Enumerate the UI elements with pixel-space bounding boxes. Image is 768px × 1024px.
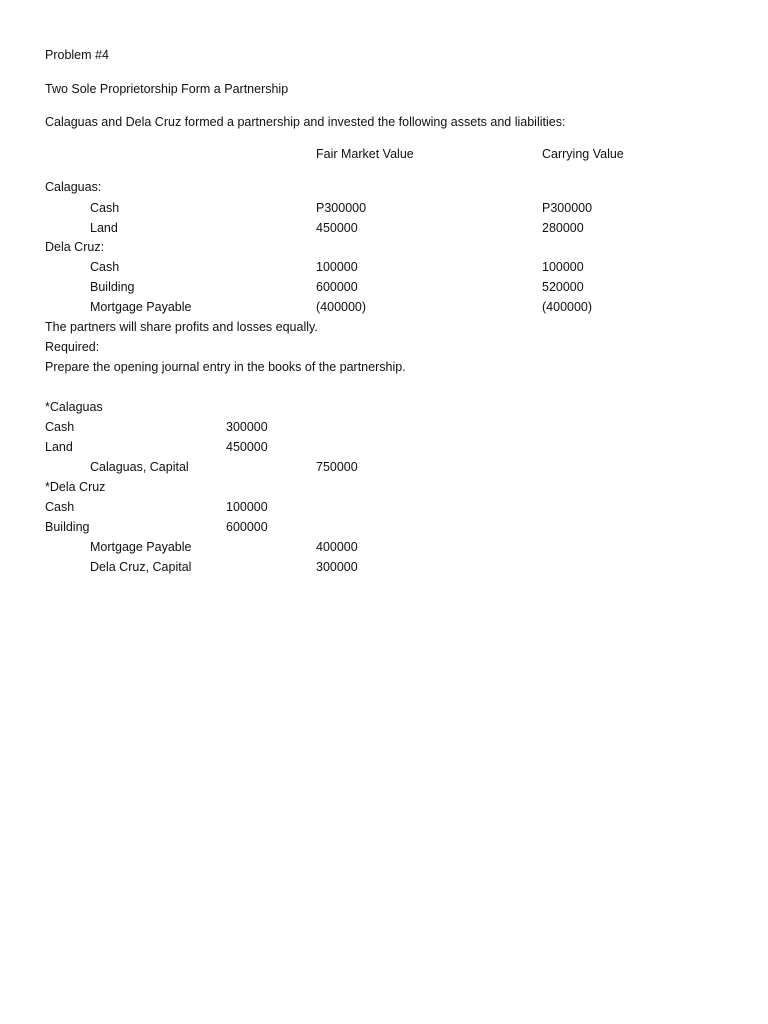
journal-debit: 600000 — [226, 520, 268, 534]
journal-account: Dela Cruz, Capital — [90, 560, 192, 574]
asset-item: Cash — [90, 260, 120, 274]
journal-account: Mortgage Payable — [90, 540, 192, 554]
liability-item: Mortgage Payable — [90, 300, 192, 314]
required-label: Required: — [45, 340, 100, 354]
instruction-text: Prepare the opening journal entry in the books of the partnership. — [45, 360, 406, 374]
document-title: Two Sole Proprietorship Form a Partnership — [45, 82, 289, 96]
journal-credit: 300000 — [316, 560, 358, 574]
journal-credit: 750000 — [316, 460, 358, 474]
journal-account: Building — [45, 520, 90, 534]
column-header-fair-market-value: Fair Market Value — [316, 147, 414, 161]
problem-number: Problem #4 — [45, 48, 109, 62]
asset-item: Land — [90, 221, 118, 235]
journal-account: Cash — [45, 420, 75, 434]
profit-sharing-note: The partners will share profits and losses equally. — [45, 320, 318, 334]
carrying-value-cell: P300000 — [542, 201, 593, 215]
journal-account: Calaguas, Capital — [90, 460, 189, 474]
carrying-value-cell: 100000 — [542, 260, 584, 274]
carrying-value-cell: (400000) — [542, 300, 593, 314]
fair-market-value-cell: P300000 — [316, 201, 367, 215]
journal-header-calaguas: *Calaguas — [45, 400, 103, 414]
column-header-carrying-value: Carrying Value — [542, 147, 624, 161]
carrying-value-cell: 520000 — [542, 280, 584, 294]
fair-market-value-cell: 450000 — [316, 221, 358, 235]
journal-debit: 450000 — [226, 440, 268, 454]
partner-label-dela-cruz: Dela Cruz: — [45, 240, 105, 254]
journal-header-dela-cruz: *Dela Cruz — [45, 480, 106, 494]
asset-item: Cash — [90, 201, 120, 215]
partner-label-calaguas: Calaguas: — [45, 180, 102, 194]
carrying-value-cell: 280000 — [542, 221, 584, 235]
asset-item: Building — [90, 280, 135, 294]
journal-credit: 400000 — [316, 540, 358, 554]
fair-market-value-cell: 100000 — [316, 260, 358, 274]
journal-debit: 300000 — [226, 420, 268, 434]
fair-market-value-cell: (400000) — [316, 300, 367, 314]
journal-account: Land — [45, 440, 73, 454]
journal-account: Cash — [45, 500, 75, 514]
fair-market-value-cell: 600000 — [316, 280, 358, 294]
intro-text: Calaguas and Dela Cruz formed a partnership and invested the following assets and liabilities: — [45, 115, 566, 129]
journal-debit: 100000 — [226, 500, 268, 514]
